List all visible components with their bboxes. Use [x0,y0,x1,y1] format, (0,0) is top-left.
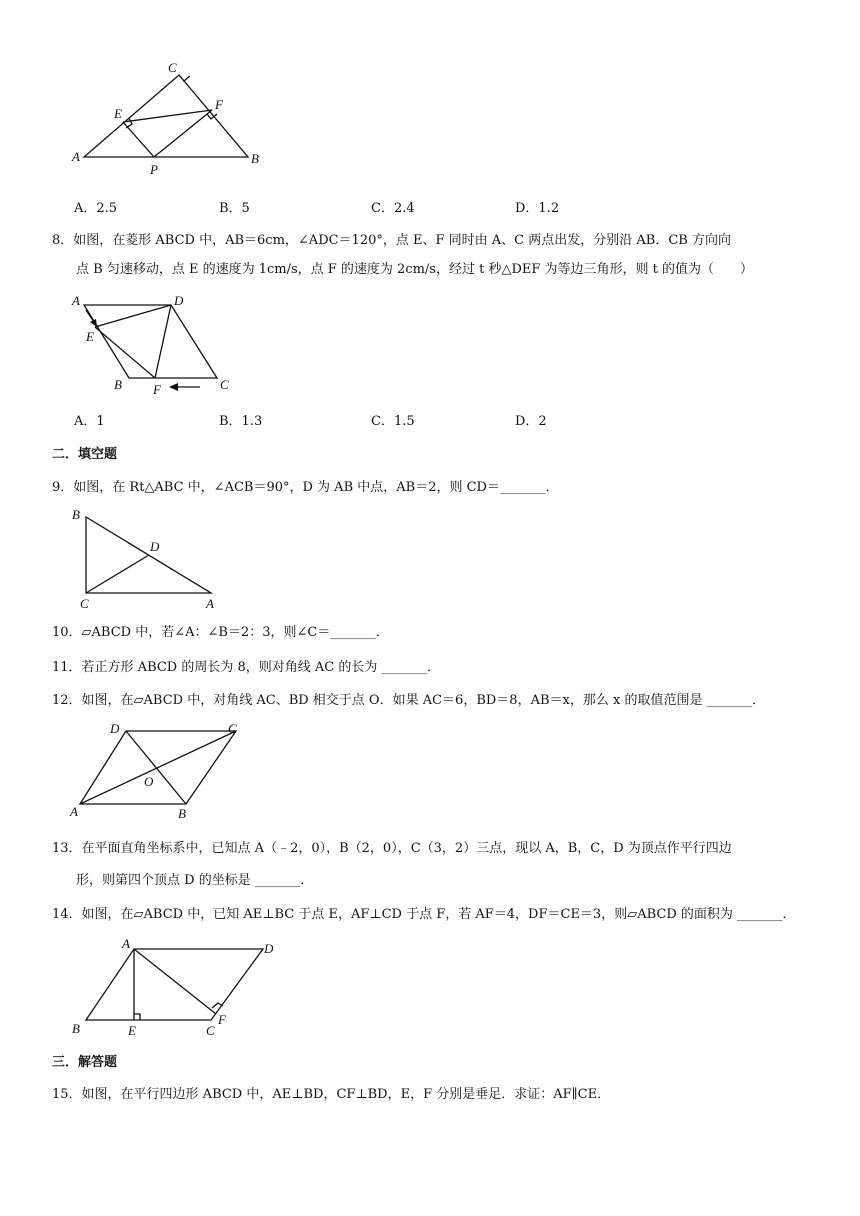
q14-label-c: C [206,1023,215,1038]
q7-label-p: P [150,162,158,177]
q13-stem-line2: 形，则第四个顶点 D 的坐标是 _______． [76,873,314,888]
q13-stem-line1: 13．在平面直角坐标系中，已知点 A（﹣2，0），B（2，0），C（3，2）三点，现以 A，B，C，D 为顶点作平行四边 [52,841,732,856]
q12-figure [66,720,256,826]
q12-label-d: D [110,721,120,736]
q8-option-b[interactable]: B．1.3 [219,414,263,429]
q8-label-c: C [220,377,229,392]
q7-label-e: E [114,106,122,121]
q7-label-f: F [215,97,223,112]
q9-label-a: A [206,596,214,611]
q14-label-e: E [128,1023,136,1038]
q7-label-a: A [72,149,80,164]
q15-stem: 15．如图，在平行四边形 ABCD 中，AE⊥BD，CF⊥BD，E，F 分别是垂足．求证：AF∥CE． [52,1087,611,1102]
q11-stem: 11．若正方形 ABCD 的周长为 8，则对角线 AC 的长为 _______． [52,660,440,675]
q7-option-b[interactable]: B．5 [219,201,250,216]
q12-stem: 12．如图，在▱ABCD 中，对角线 AC、BD 相交于点 O．如果 AC＝6，BD＝8，AB＝x，那么 x 的取值范围是 _______． [52,693,766,708]
q8-label-b: B [114,377,122,392]
q7-option-a[interactable]: A．2.5 [74,201,118,216]
q12-label-b: B [178,806,186,821]
q14-label-a: A [122,936,130,951]
q12-label-a: A [70,804,78,819]
q14-label-f: F [218,1012,226,1027]
q8-label-d: D [174,293,184,308]
q8-label-f: F [153,382,161,397]
q9-label-d: D [150,539,160,554]
q8-options [74,410,774,428]
q14-stem: 14．如图，在▱ABCD 中，已知 AE⊥BC 于点 E，AF⊥CD 于点 F，若 AF＝4，DF＝CE＝3，则▱ABCD 的面积为 _______． [52,907,796,922]
q8-option-d[interactable]: D．2 [515,414,547,429]
q14-figure [66,934,286,1040]
q8-label-e: E [86,329,94,344]
q9-stem: 9．如图，在 Rt△ABC 中，∠ACB＝90°，D 为 AB 中点，AB＝2，则 CD＝_______． [52,480,559,495]
q8-option-c[interactable]: C．1.5 [371,414,415,429]
q12-label-c: C [228,721,237,736]
q8-stem-line2: 点 B 匀速移动，点 E 的速度为 1cm/s，点 F 的速度为 2cm/s，经过 t 秒△DEF 为等边三角形，则 t 的值为（ ） [76,262,754,277]
q8-option-a[interactable]: A．1 [74,414,105,429]
q7-option-c[interactable]: C．2.4 [371,201,415,216]
q14-label-b: B [72,1021,80,1036]
q8-stem-line1: 8．如图，在菱形 ABCD 中，AB＝6cm，∠ADC＝120°，点 E、F 同时由 A、C 两点出发，分别沿 AB．CB 方向向 [52,233,731,248]
section-fill-in: 二．填空题 [52,447,118,462]
q8-label-a: A [72,293,80,308]
q7-option-d[interactable]: D．1.2 [515,201,560,216]
q10-stem: 10．▱ABCD 中，若∠A：∠B＝2：3，则∠C＝_______． [52,625,389,640]
q7-figure [66,58,276,178]
q14-label-d: D [264,941,274,956]
q7-label-b: B [251,151,259,166]
q7-label-c: C [168,60,177,75]
q9-label-b: B [72,507,80,522]
q8-figure [66,292,246,400]
q7-options [74,197,774,215]
q9-label-c: C [80,596,89,611]
q12-label-o: O [144,774,154,789]
section-solutions: 三．解答题 [52,1055,118,1070]
q9-figure [66,505,236,615]
